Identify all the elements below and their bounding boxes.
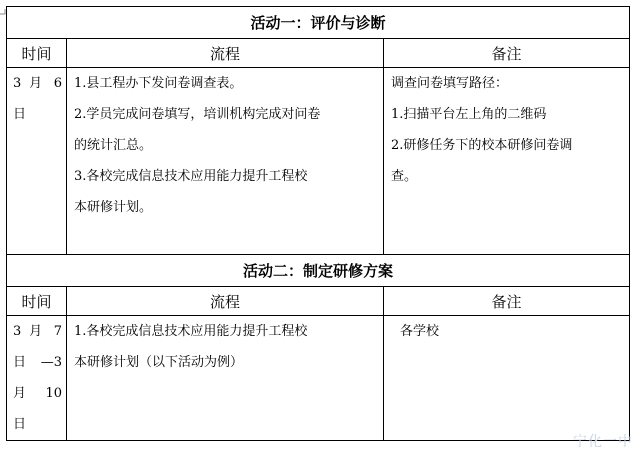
activity2-header-time: 时间 (7, 287, 67, 316)
activity1-note-line: 调查问卷填写路径： (391, 76, 509, 91)
activity2-date-line: 3 月 7 (13, 324, 62, 339)
activity2-body-row (7, 316, 630, 441)
activity1-flow (67, 68, 384, 255)
activity1-title-row (7, 7, 630, 39)
activity2-date-line: 月 10 (13, 386, 62, 401)
activity1-date-line: 3 月 6 (13, 76, 62, 91)
activity1-header-time: 时间 (7, 39, 67, 68)
activity1-header-note: 备注 (384, 39, 630, 68)
activity2-title: 活动二：制定研修方案 (7, 255, 630, 287)
activity1-note (384, 68, 630, 255)
activity1-body-row (7, 68, 630, 255)
activity1-date-line: 日 (13, 107, 27, 122)
activity2-flow (67, 316, 384, 441)
activity1-note-line: 1.扫描平台左上角的二维码 (391, 107, 547, 122)
activity2-title-row (7, 255, 630, 287)
activity-table (6, 6, 630, 441)
activity2-note-line: 各学校 (400, 324, 440, 339)
activity1-note-line: 查。 (391, 169, 418, 184)
activity2-date (7, 316, 67, 441)
activity2-flow-line: 1.各校完成信息技术应用能力提升工程校 (74, 324, 308, 339)
activity2-date-line: 日 —3 (13, 355, 62, 370)
activity1-flow-line: 3.各校完成信息技术应用能力提升工程校 (74, 169, 308, 184)
activity1-flow-line: 2.学员完成问卷填写，培训机构完成对问卷 (74, 107, 321, 122)
activity2-flow-line: 本研修计划（以下活动为例） (74, 355, 244, 370)
activity1-note-line: 2.研修任务下的校本研修问卷调 (391, 138, 573, 153)
activity2-date-line: 日 (13, 417, 27, 432)
activity1-header-flow: 流程 (67, 39, 384, 68)
activity2-note (384, 316, 630, 441)
activity1-header-row (7, 39, 630, 68)
activity1-title: 活动一：评价与诊断 (7, 7, 630, 39)
activity1-flow-line: 本研修计划。 (74, 200, 153, 215)
activity1-flow-line: 的统计汇总。 (74, 138, 153, 153)
activity2-header-note: 备注 (384, 287, 630, 316)
activity1-date (7, 68, 67, 255)
activity2-header-row (7, 287, 630, 316)
school-watermark: 宁化一中 (573, 434, 633, 450)
activity1-flow-line: 1.县工程办下发问卷调查表。 (74, 76, 243, 91)
activity2-header-flow: 流程 (67, 287, 384, 316)
